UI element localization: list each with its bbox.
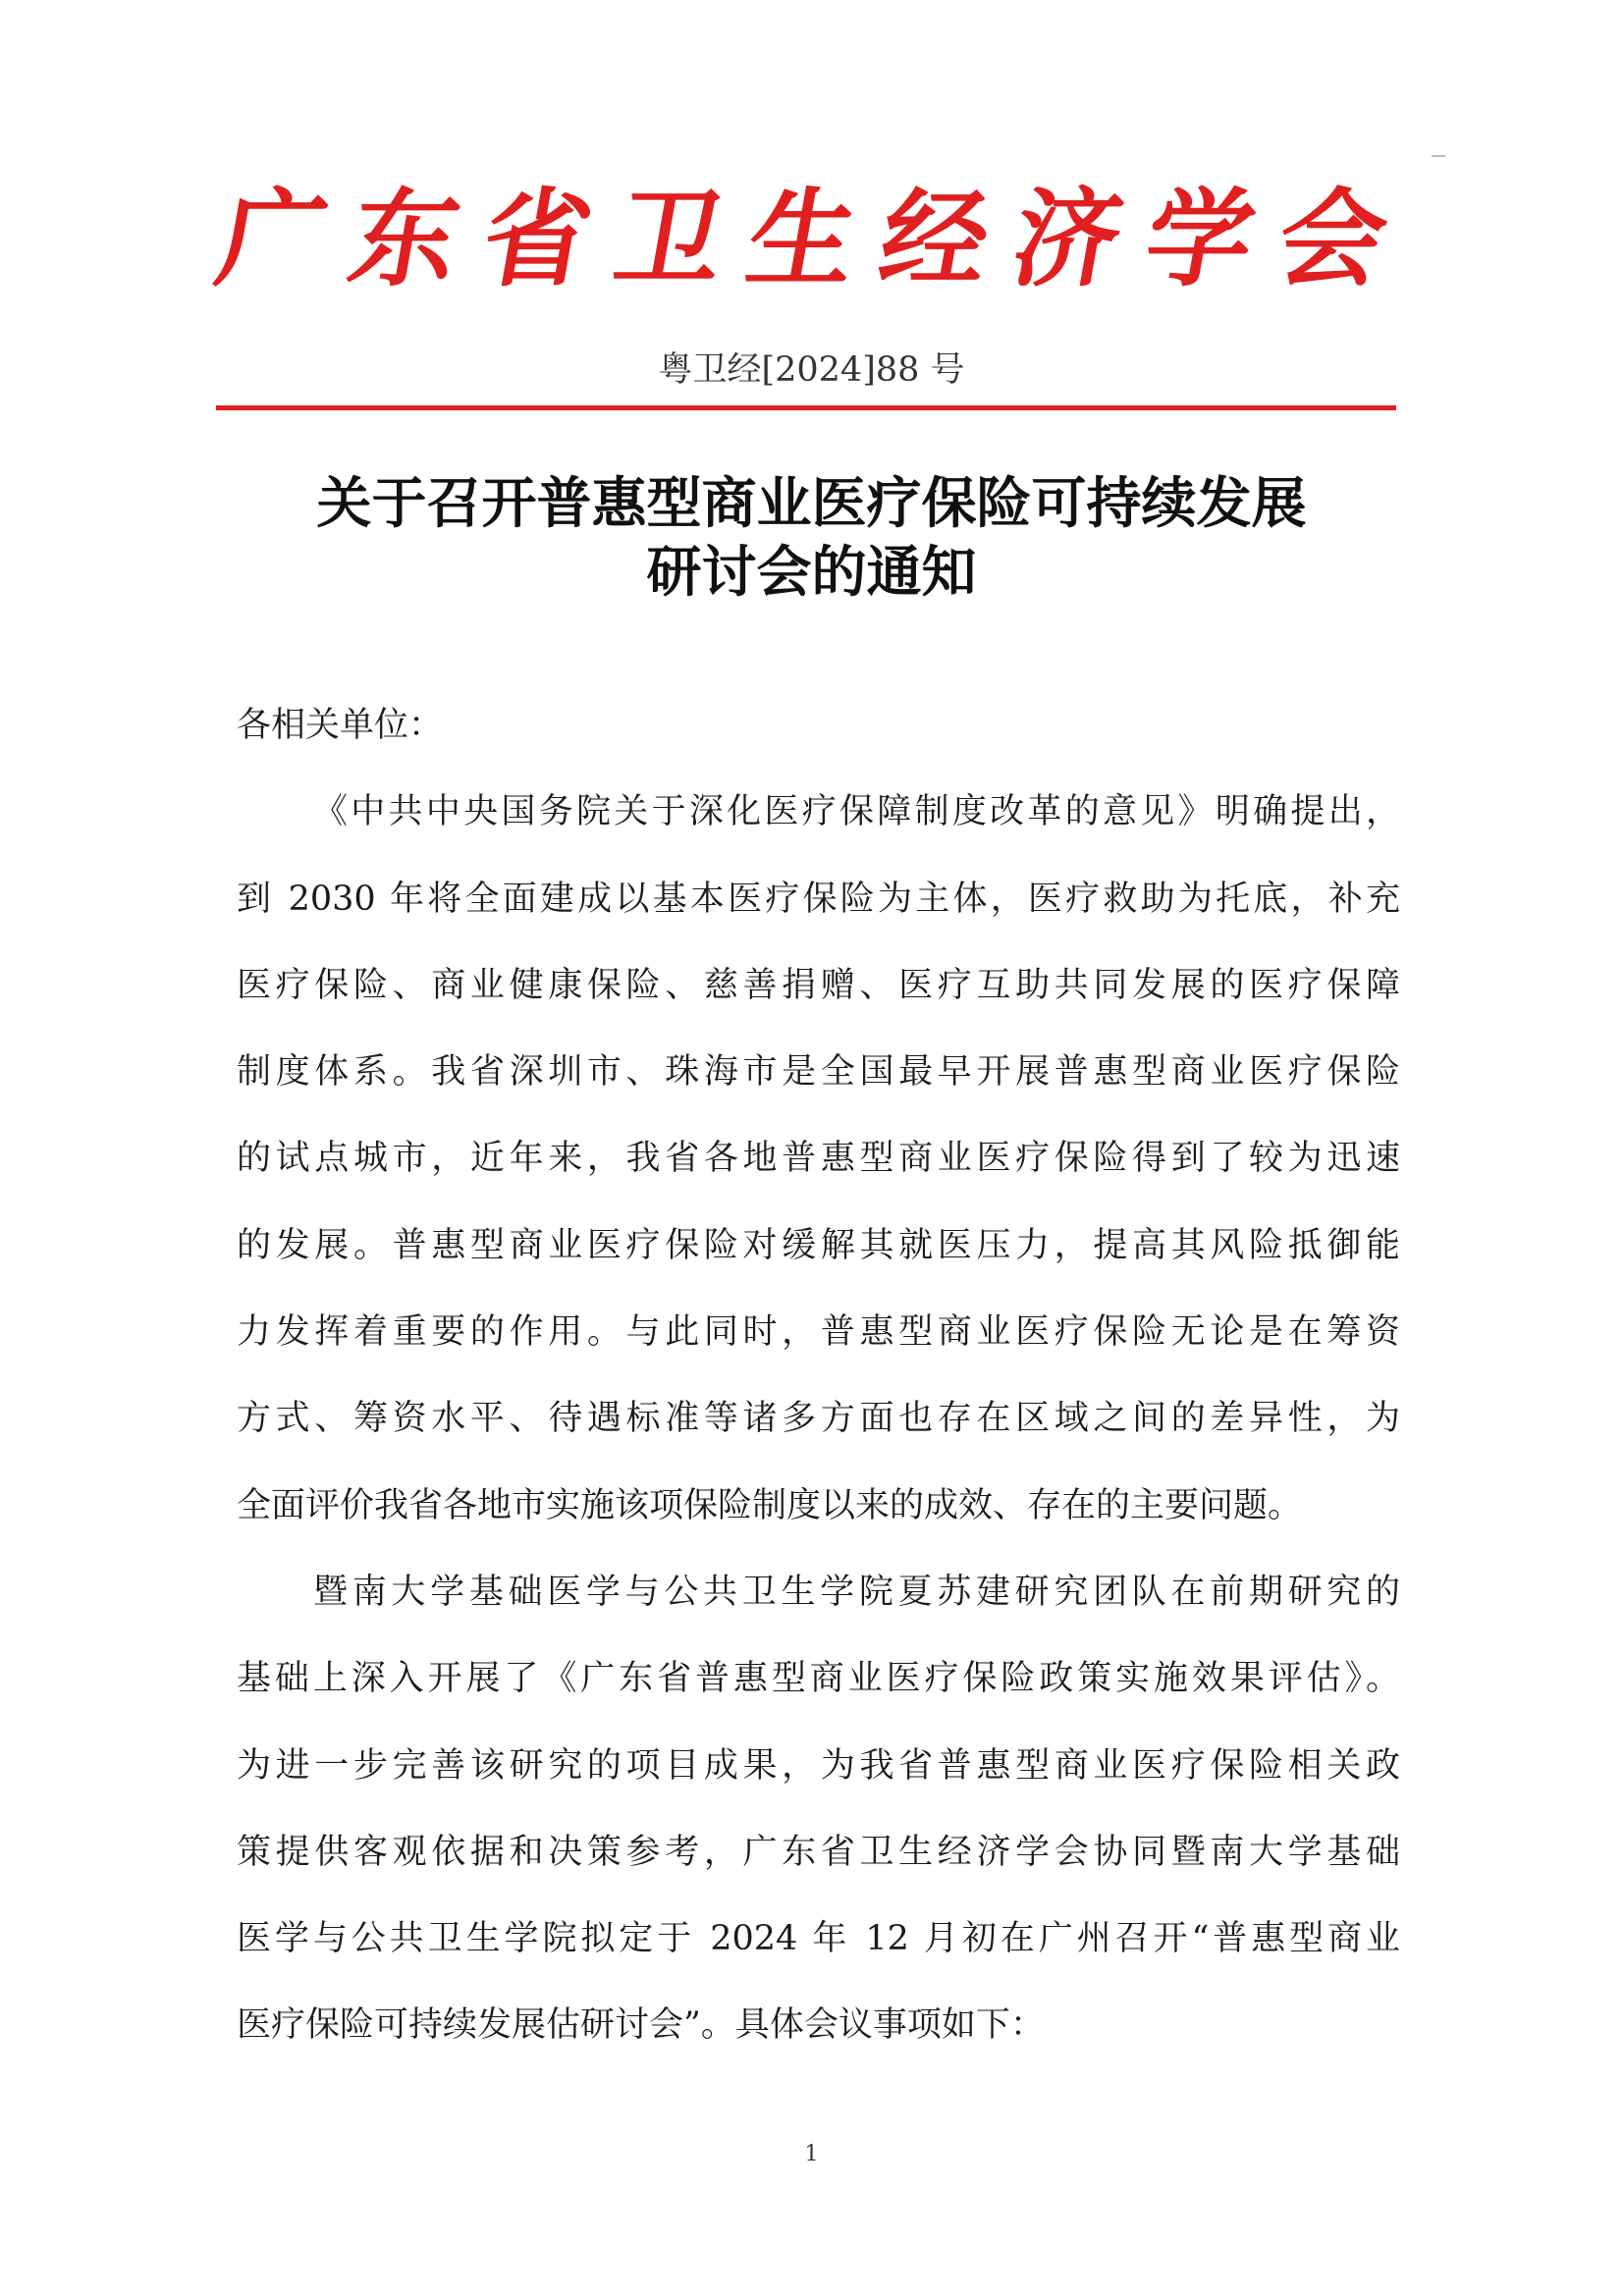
body-text-line: 基础上深入开展了《广东省普惠型商业医疗保险政策实施效果评估》。 <box>237 1659 1400 1699</box>
document-title <box>196 469 1427 607</box>
body-text-line: 医学与公共卫生学院拟定于 2024 年 12 月初在广州召开“普惠型商业 <box>237 1919 1400 1959</box>
letterhead-char: 卫 <box>606 179 734 301</box>
salutation: 各相关单位： <box>237 706 444 745</box>
body-text-line: 力发挥着重要的作用。与此同时，普惠型商业医疗保险无论是在筹资 <box>237 1312 1400 1353</box>
letterhead-char: 生 <box>738 179 867 301</box>
body-text-line: 方式、筹资水平、待遇标准等诸多方面也存在区域之间的差异性，为 <box>237 1399 1400 1439</box>
letterhead-char: 经 <box>871 179 1000 301</box>
body-text-line: 的发展。普惠型商业医疗保险对缓解其就医压力，提高其风险抵御能 <box>237 1225 1400 1265</box>
body-text-line: 暨南大学基础医学与公共卫生学院夏苏建研究团队在前期研究的 <box>313 1572 1400 1612</box>
body-text-line: 制度体系。我省深圳市、珠海市是全国最早开展普惠型商业医疗保险 <box>237 1052 1400 1093</box>
letterhead-char: 广 <box>208 179 337 301</box>
body-text-line: 医疗保险可持续发展估研讨会”。具体会议事项如下： <box>237 2005 1045 2046</box>
body-text-line: 为进一步完善该研究的项目成果，为我省普惠型商业医疗保险相关政 <box>237 1745 1400 1786</box>
body-text-line: 的试点城市，近年来，我省各地普惠型商业医疗保险得到了较为迅速 <box>237 1139 1400 1179</box>
body-text-line: 全面评价我省各地市实施该项保险制度以来的成效、存在的主要问题。 <box>237 1485 1303 1525</box>
body-text-line: 医疗保险、商业健康保险、慈善捐赠、医疗互助共同发展的医疗保障 <box>237 965 1400 1005</box>
letterhead-char: 会 <box>1269 179 1397 301</box>
page-number: 1 <box>804 2142 819 2166</box>
letterhead <box>208 167 1397 314</box>
body-text-line: 策提供客观依据和决策参考，广东省卫生经济学会协同暨南大学基础 <box>237 1832 1400 1872</box>
letterhead-char: 济 <box>1003 179 1132 301</box>
title-line-2: 研讨会的通知 <box>646 540 977 605</box>
letterhead-char: 省 <box>473 179 602 301</box>
document-number: 粤卫经[2024]88 号 <box>658 350 965 390</box>
letterhead-char: 东 <box>341 179 469 301</box>
scan-mark <box>1432 155 1445 157</box>
body-text-line: 到 2030 年将全面建成以基本医疗保险为主体，医疗救助为托底，补充 <box>237 879 1400 919</box>
document-body <box>237 682 1400 2069</box>
red-divider-line <box>216 405 1396 410</box>
title-line-1: 关于召开普惠型商业医疗保险可持续发展 <box>316 471 1307 536</box>
body-text-line: 《中共中央国务院关于深化医疗保障制度改革的意见》明确提出， <box>313 792 1400 832</box>
letterhead-char: 学 <box>1136 179 1265 301</box>
